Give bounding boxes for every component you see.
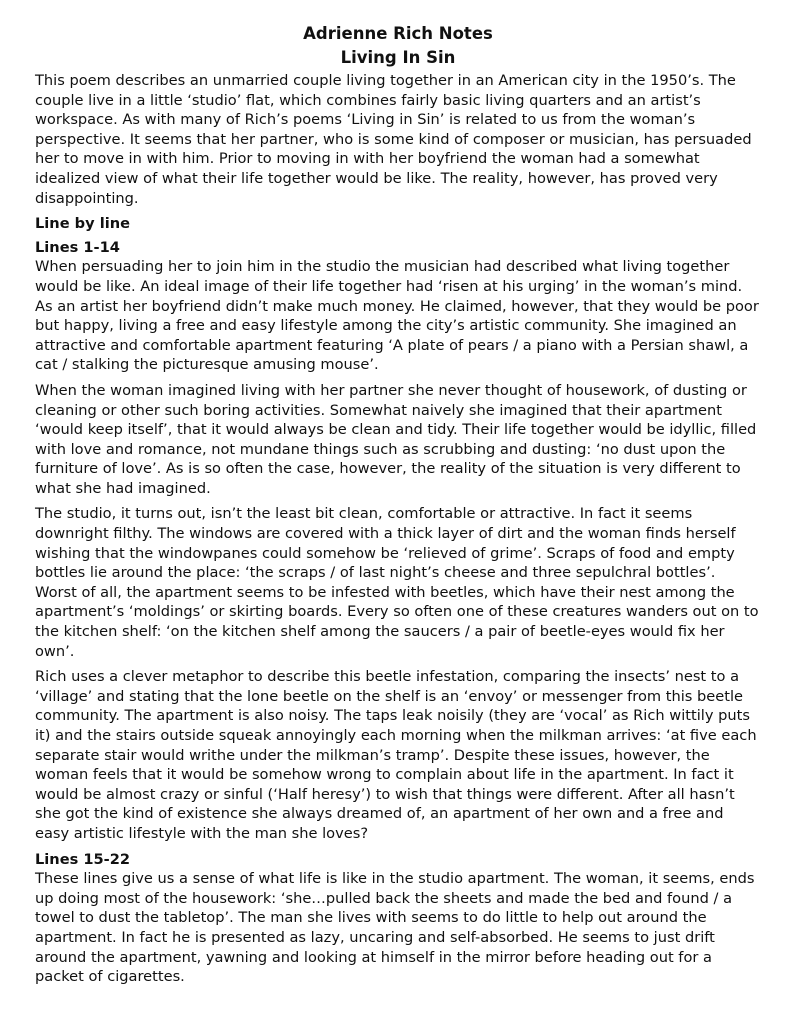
paragraph: These lines give us a sense of what life is like in the studio apartment. The woman, it seems, ends up doing most of the housework: ‘she…pulled back the sheets and made the bed and found / a towel to dust the tabletop’. The man she lives with seems to do little to help out around the apartment. In fact he is presented as lazy, uncaring and self-absorbed. He seems to just drift around the apartment, yawning and looking at himself in the mirror before heading out for a packet of cigarettes. bbox=[35, 870, 755, 986]
paragraph: When the woman imagined living with her partner she never thought of housework, of dusting or cleaning or other such boring activities. Somewhat naively she imagined that their apartment ‘would keep itself’, that it would always be clean and tidy. Their life together would be idyllic, filled with love and romance, not mundane things such as scrubbing and dusting: ‘no dust upon the furniture of love’. As is so often the case, however, the reality of the situation is very different to what she had imagined. bbox=[35, 381, 757, 497]
document-title: Adrienne Rich Notes bbox=[303, 24, 493, 43]
paragraph: The studio, it turns out, isn’t the least bit clean, comfortable or attractive. In fact it seems downright filthy. The windows are covered with a thick layer of dirt and the woman finds herself wishing that the windowpanes could somehow be ‘relieved of grime’. Scraps of food and empty bottles lie around the place: ‘the scraps / of last night’s cheese and three sepulchral bottles’. Worst of all, the apartment seems to be infested with beetles, which have their nest among the apartment’s ‘moldings’ or skirting boards. Every so often one of these creatures wanders out on to the kitchen shelf: ‘on the kitchen shelf among the saucers / a pair of beetle-eyes would fix her own’. bbox=[35, 505, 759, 660]
paragraph: Rich uses a clever metaphor to describe this beetle infestation, comparing the insects’ nest to a ‘village’ and stating that the lone beetle on the shelf is an ‘envoy’ or messenger from this beetle community. The apartment is also noisy. The taps leak noisily (they are ‘vocal’ as Rich wittily puts it) and the stairs outside squeak annoyingly each morning when the milkman arrives: ‘at five each separate stair would writhe under the milkman’s tramp’. Despite these issues, however, the woman feels that it would be somehow wrong to complain about life in the apartment. In fact it would be almost crazy or sinful (‘Half heresy’) to wish that things were different. After all hasn’t she got the kind of existence she always dreamed of, an apartment of her own and a free and easy artistic lifestyle with the man she loves? bbox=[35, 668, 757, 842]
subheading-lines-15-22: Lines 15-22 bbox=[35, 850, 131, 868]
poem-title: Living In Sin bbox=[340, 48, 456, 67]
paragraph: When persuading her to join him in the studio the musician had described what living together would be like. An ideal image of their life together had ‘risen at his urging’ in the woman’s mind. As an artist her boyfriend didn’t make much money. He claimed, however, that they would be poor but happy, living a free and easy lifestyle among the city’s artistic community. She imagined an attractive and comfortable apartment featuring ‘A plate of pears / a piano with a Persian shawl, a cat / stalking the picturesque amusing mouse’. bbox=[35, 258, 759, 374]
document-page bbox=[35, 22, 761, 993]
subheading-lines-1-14: Lines 1-14 bbox=[35, 238, 120, 256]
intro-paragraph: This poem describes an unmarried couple living together in an American city in the 1950’s. The couple live in a little ‘studio’ flat, which combines fairly basic living quarters and an artist’s workspace. As with many of Rich’s poems ‘Living in Sin’ is related to us from the woman’s perspective. It seems that her partner, who is some kind of composer or musician, has persuaded her to move in with him. Prior to moving in with her boyfriend the woman had a somewhat idealized view of what their life together would be like. The reality, however, has proved very disappointing. bbox=[35, 72, 752, 207]
section-heading-line-by-line: Line by line bbox=[35, 215, 131, 233]
